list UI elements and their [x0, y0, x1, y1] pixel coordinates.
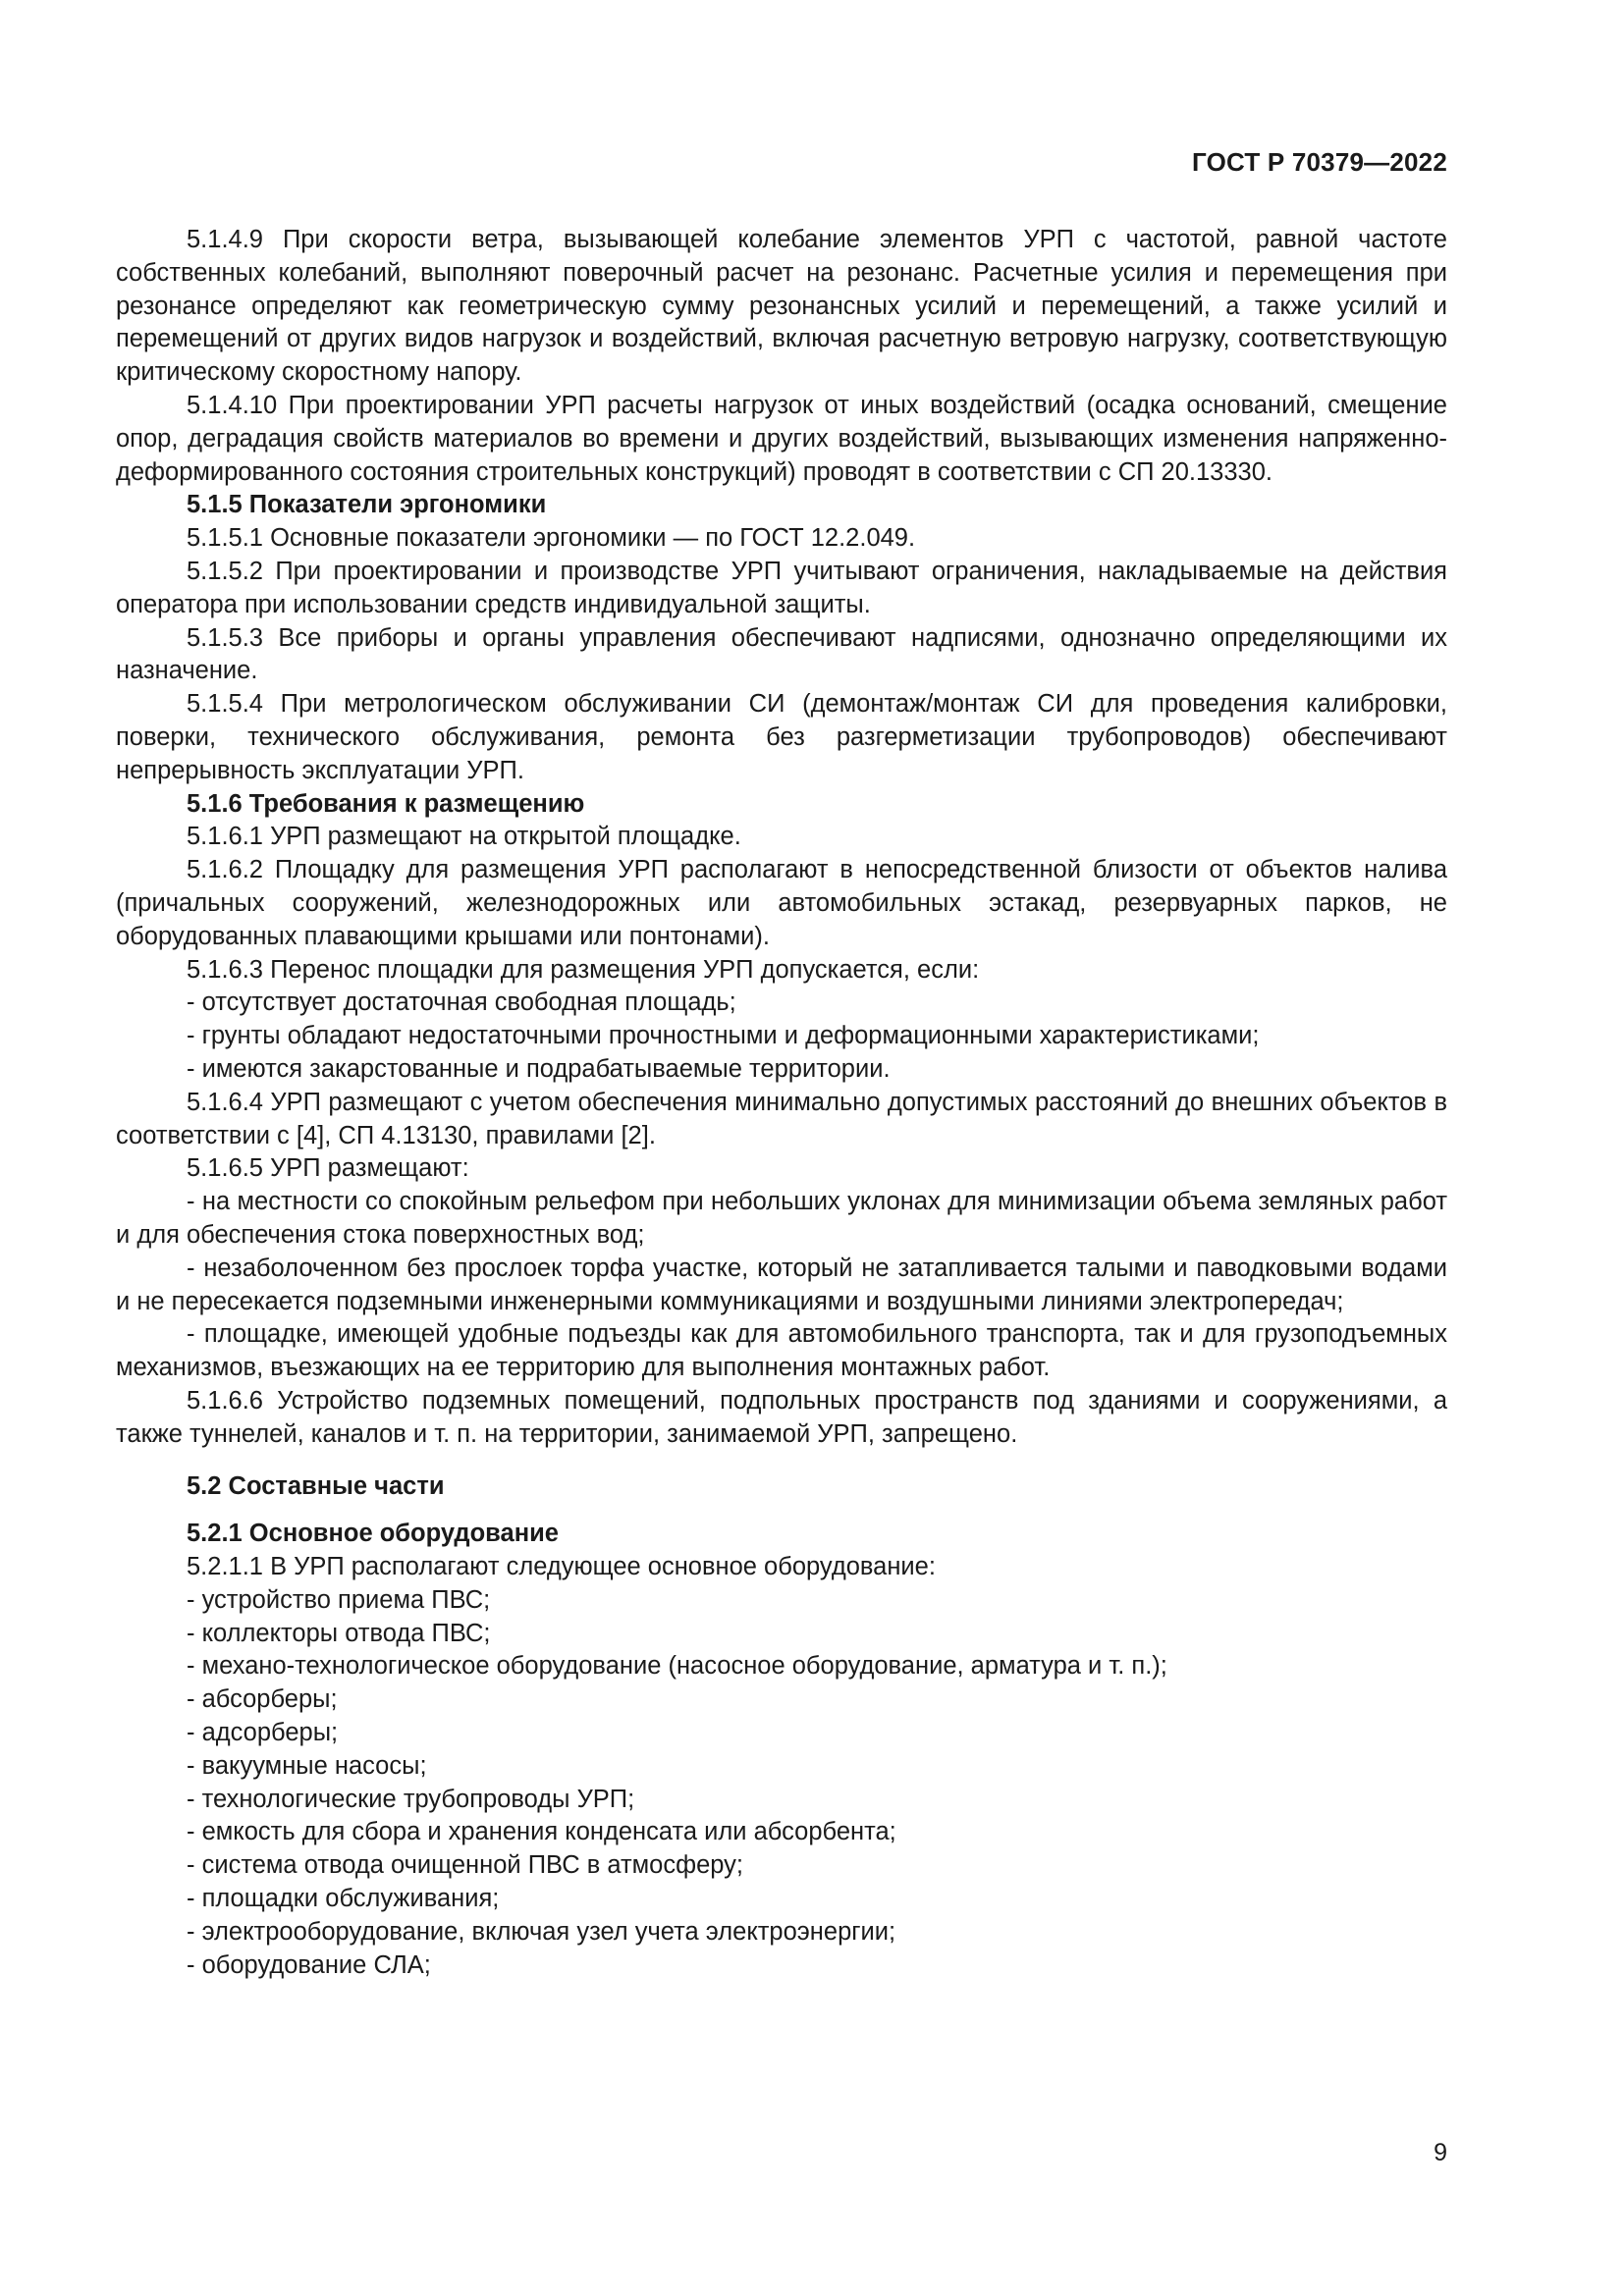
- list-item: - коллекторы отвода ПВС;: [187, 1619, 491, 1647]
- list-item: - незаболоченном без прослоек торфа участке, который не затапливается талыми и паводковыми водами и не пересекается подземными инженерными коммуникациями и воздушными линиями электропередач;: [116, 1254, 1447, 1315]
- heading-5-1-6: 5.1.6 Требования к размещению: [187, 789, 585, 818]
- heading-5-2: 5.2 Составные части: [187, 1472, 445, 1501]
- list-item: - вакуумные насосы;: [187, 1751, 427, 1780]
- paragraph-5-1-5-1: 5.1.5.1 Основные показатели эргономики — по ГОСТ 12.2.049.: [187, 524, 916, 553]
- heading-5-1-5: 5.1.5 Показатели эргономики: [187, 491, 547, 519]
- paragraph-5-1-5-4: 5.1.5.4 При метрологическом обслуживании СИ (демонтаж/монтаж СИ для проведения калибровки, поверки, технического обслуживания, ремонта без разгерметизации трубопроводов) обеспечивают непрерывность эксплуатации УРП.: [116, 690, 1447, 784]
- list-item: - абсорберы;: [187, 1685, 338, 1714]
- list-item: - технологические трубопроводы УРП;: [187, 1785, 635, 1813]
- list-item: - отсутствует достаточная свободная площадь;: [187, 988, 736, 1017]
- document-body: [116, 224, 1447, 1982]
- paragraph-5-1-5-2: 5.1.5.2 При проектировании и производстве УРП учитывают ограничения, накладываемые на действия оператора при использовании средств индивидуальной защиты.: [116, 557, 1447, 618]
- list-item: - механо-технологическое оборудование (насосное оборудование, арматура и т. п.);: [187, 1652, 1167, 1681]
- list-item: - адсорберы;: [187, 1719, 339, 1747]
- paragraph-5-1-6-2: 5.1.6.2 Площадку для размещения УРП располагают в непосредственной близости от объектов налива (причальных сооружений, железнодорожных или автомобильных эстакад, резервуарных парков, не оборудованных плавающими крышами или понтонами).: [116, 856, 1447, 950]
- list-item: - на местности со спокойным рельефом при небольших уклонах для минимизации объема земляных работ и для обеспечения стока поверхностных вод;: [116, 1188, 1447, 1249]
- list-item: - оборудование СЛА;: [187, 1950, 431, 1979]
- paragraph-5-1-6-6: 5.1.6.6 Устройство подземных помещений, подпольных пространств под зданиями и сооружениями, а также туннелей, каналов и т. п. на территории, занимаемой УРП, запрещено.: [116, 1386, 1447, 1448]
- paragraph-5-2-1-1: 5.2.1.1 В УРП располагают следующее основное оборудование:: [187, 1553, 936, 1581]
- list-item: - электрооборудование, включая узел учета электроэнергии;: [187, 1917, 896, 1946]
- list-item: - имеются закарстованные и подрабатываемые территории.: [187, 1054, 891, 1083]
- list-item: - система отвода очищенной ПВС в атмосферу;: [187, 1851, 744, 1880]
- paragraph-5-1-6-1: 5.1.6.1 УРП размещают на открытой площадке.: [187, 823, 741, 851]
- heading-5-2-1: 5.2.1 Основное оборудование: [187, 1520, 559, 1548]
- list-item: - площадке, имеющей удобные подъезды как для автомобильного транспорта, так и для грузоподъемных механизмов, въезжающих на ее территорию для выполнения монтажных работ.: [116, 1320, 1447, 1382]
- paragraph-5-1-5-3: 5.1.5.3 Все приборы и органы управления обеспечивают надписями, однозначно определяющими их назначение.: [116, 623, 1447, 685]
- paragraph-5-1-6-3: 5.1.6.3 Перенос площадки для размещения УРП допускается, если:: [187, 955, 980, 984]
- list-item: - грунты обладают недостаточными прочностными и деформационными характеристиками;: [187, 1022, 1260, 1050]
- paragraph-5-1-4-10: 5.1.4.10 При проектировании УРП расчеты нагрузок от иных воздействий (осадка оснований, смещение опор, деградация свойств материалов во времени и других воздействий, вызывающих изменения напряженно-деформированного состояния строительных конструкций) проводят в соответствии с СП 20.13330.: [116, 391, 1447, 486]
- equipment-list: [116, 1584, 1447, 1983]
- paragraph-5-1-6-5: 5.1.6.5 УРП размещают:: [187, 1154, 469, 1183]
- paragraph-5-1-6-4: 5.1.6.4 УРП размещают с учетом обеспечения минимально допустимых расстояний до внешних объектов в соответствии с [4], СП 4.13130, правилами [2].: [116, 1088, 1447, 1149]
- document-id-header: ГОСТ Р 70379—2022: [1192, 147, 1447, 177]
- page-number: 9: [1434, 2139, 1447, 2166]
- list-item: - устройство приема ПВС;: [187, 1585, 491, 1614]
- paragraph-5-1-4-9: 5.1.4.9 При скорости ветра, вызывающей колебание элементов УРП с частотой, равной частоте собственных колебаний, выполняют поверочный расчет на резонанс. Расчетные усилия и перемещения при резонансе определяют как геометрическую сумму резонансных усилий и перемещений, а также усилий и перемещений от других видов нагрузок и воздействий, включая расчетную ветровую нагрузку, соответствующую критическому скоростному напору.: [116, 226, 1447, 387]
- list-item: - площадки обслуживания;: [187, 1885, 500, 1913]
- list-item: - емкость для сбора и хранения конденсата или абсорбента;: [187, 1818, 896, 1846]
